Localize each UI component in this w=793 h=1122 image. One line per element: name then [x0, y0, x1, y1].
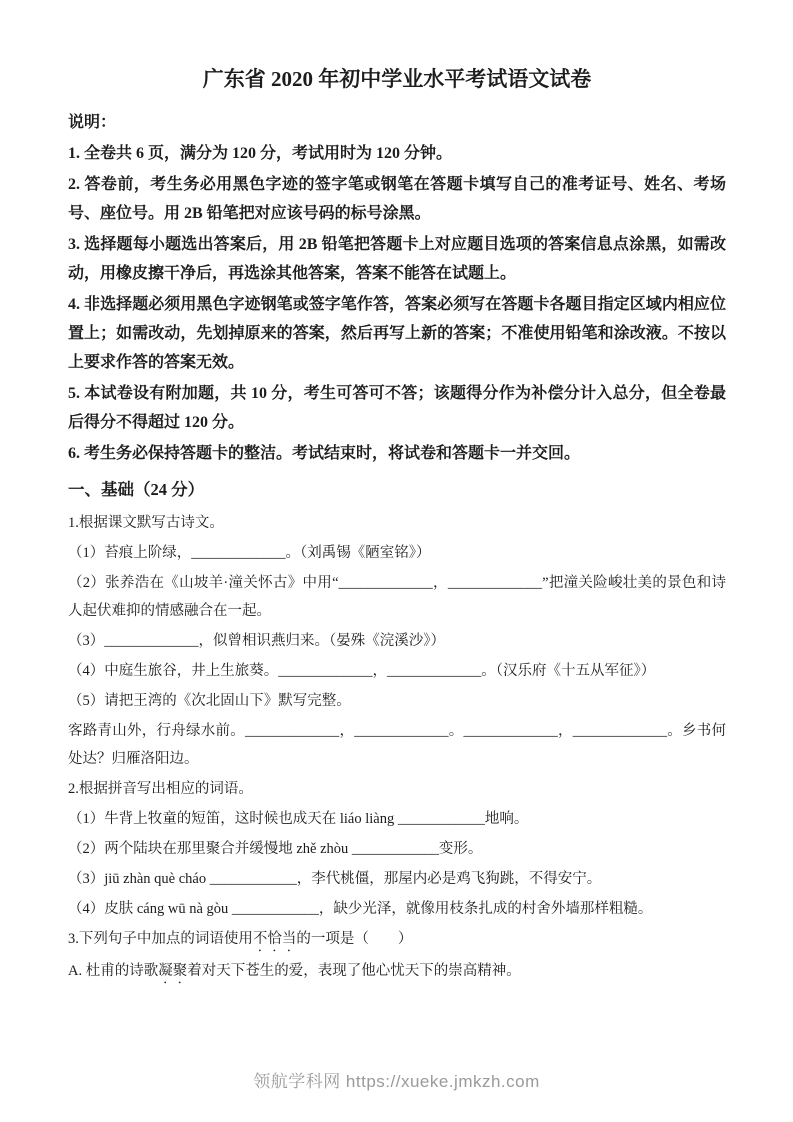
instructions-section — [68, 108, 726, 468]
section-basics-body — [68, 509, 726, 987]
question-3-stem-post: 的一项是（ ） — [296, 931, 413, 947]
question-2-item-3: （3）jiū zhàn què cháo ____________，李代桃僵，那屋内必是鸡飞狗跳，不得安宁。 — [68, 871, 602, 887]
question-3-stem — [68, 925, 726, 955]
instruction-item-1: 1. 全卷共 6 页，满分为 120 分，考试用时为 120 分钟。 — [68, 145, 453, 162]
question-1-item-2: （2）张养浩在《山坡羊·潼关怀古》中用“_____________，_____________”把潼关险峻壮美的景色和诗人起伏难抑的情感融合在一起。 — [68, 575, 726, 619]
instruction-item-3: 3. 选择题每小题选出答案后，用 2B 铅笔把答题卡上对应题目选项的答案信息点涂黑，如需改动，用橡皮擦干净后，再选涂其他答案，答案不能答在试题上。 — [68, 236, 726, 282]
question-2-item-4: （4）皮肤 cáng wū nà gòu ____________，缺少光泽，就像用枝条扎成的村舍外墙那样粗糙。 — [68, 901, 653, 917]
question-2-stem: 2.根据拼音写出相应的词语。 — [68, 781, 253, 797]
question-1-item-5-poem: 客路青山外，行舟绿水前。_____________，_____________。_____________，_____________。乡书何处达？归雁洛阳边。 — [68, 723, 726, 767]
section-basics-heading: 一、基础（24 分） — [68, 480, 205, 499]
question-1-item-1: （1）苔痕上阶绿，_____________。（刘禹锡《陋室铭》） — [68, 545, 431, 561]
question-1-item-5: （5）请把王湾的《次北固山下》默写完整。 — [68, 693, 351, 709]
watermark-text: 领航学科网 https://xueke.jmkzh.com — [253, 1072, 540, 1091]
instructions-heading: 说明： — [68, 114, 117, 131]
question-2-item-2: （2）两个陆块在那里聚合并缓慢地 zhě zhòu ____________变形。 — [68, 841, 483, 857]
instruction-item-6: 6. 考生务必保持答题卡的整洁。考试结束时，将试卷和答题卡一并交回。 — [68, 445, 581, 462]
question-3-option-a-emphasized: 凝聚 — [158, 963, 188, 979]
watermark — [0, 1067, 793, 1092]
question-3-option-a-pre: A. 杜甫的诗歌 — [68, 963, 159, 979]
page-title: 广东省 2020 年初中学业水平考试语文试卷 — [202, 67, 592, 91]
instruction-item-5: 5. 本试卷设有附加题，共 10 分，考生可答可不答；该题得分作为补偿分计入总分，但全卷最后得分不得超过 120 分。 — [68, 385, 726, 431]
instruction-item-4: 4. 非选择题必须用黑色字迹钢笔或签字笔作答，答案必须写在答题卡各题目指定区域内相应位置上；如需改动，先划掉原来的答案，然后再写上新的答案；不准使用铅笔和涂改液。不按以上要求作答的答案无效。 — [68, 296, 726, 371]
instruction-item-2: 2. 答卷前，考生务必用黑色字迹的签字笔或钢笔在答题卡填写自己的准考证号、姓名、考场号、座位号。用 2B 铅笔把对应该号码的标号涂黑。 — [68, 176, 726, 222]
question-2-item-1: （1）牛背上牧童的短笛，这时候也成天在 liáo liàng ____________地响。 — [68, 811, 529, 827]
question-3-stem-emphasized: 不恰当 — [252, 931, 297, 947]
question-3-option-a-post: 着对天下苍生的爱，表现了他心忧天下的崇高精神。 — [187, 963, 521, 979]
question-3-stem-pre: 3.下列句子中加点的词语使用 — [68, 931, 253, 947]
question-1-item-4: （4）中庭生旅谷，井上生旅葵。_____________，_____________。（汉乐府《十五从军征》） — [68, 663, 656, 679]
question-3-option-a — [68, 957, 726, 987]
question-1-stem: 1.根据课文默写古诗文。 — [68, 515, 224, 531]
page-content — [68, 64, 726, 989]
question-1-item-3: （3）_____________，似曾相识燕归来。（晏殊《浣溪沙》） — [68, 633, 445, 649]
